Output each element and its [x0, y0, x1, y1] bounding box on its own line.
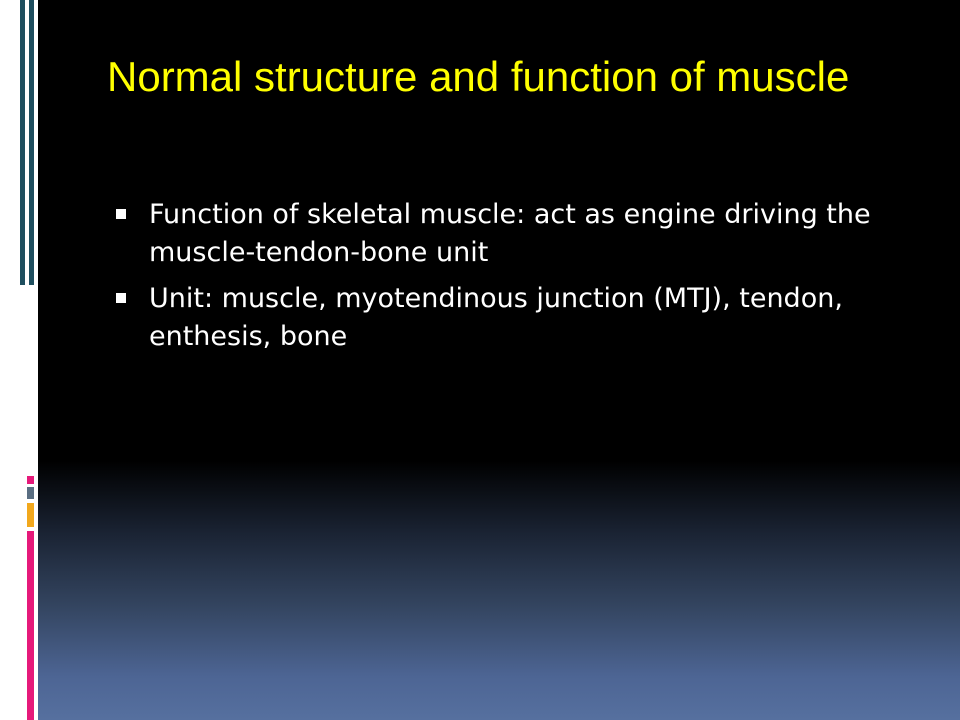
bullet-text: Function of skeletal muscle: act as engine driving the muscle-tendon-bone unit [149, 199, 871, 268]
bullet-text: Unit: muscle, myotendinous junction (MTJ), tendon, enthesis, bone [149, 283, 843, 352]
orange-accent-block [27, 503, 34, 527]
magenta-accent-block [27, 476, 34, 484]
magenta-stripe [27, 531, 34, 720]
teal-stripe-2 [29, 0, 34, 285]
square-bullet-icon [116, 293, 126, 303]
bullet-list [114, 196, 894, 364]
square-bullet-icon [116, 209, 126, 219]
bullet-item-unit [114, 280, 894, 356]
gray-accent-block [27, 487, 34, 499]
slide-title: Normal structure and function of muscle [107, 53, 850, 100]
teal-stripe-1 [20, 0, 25, 285]
bullet-item-function [114, 196, 894, 272]
left-decorative-band [0, 0, 38, 720]
